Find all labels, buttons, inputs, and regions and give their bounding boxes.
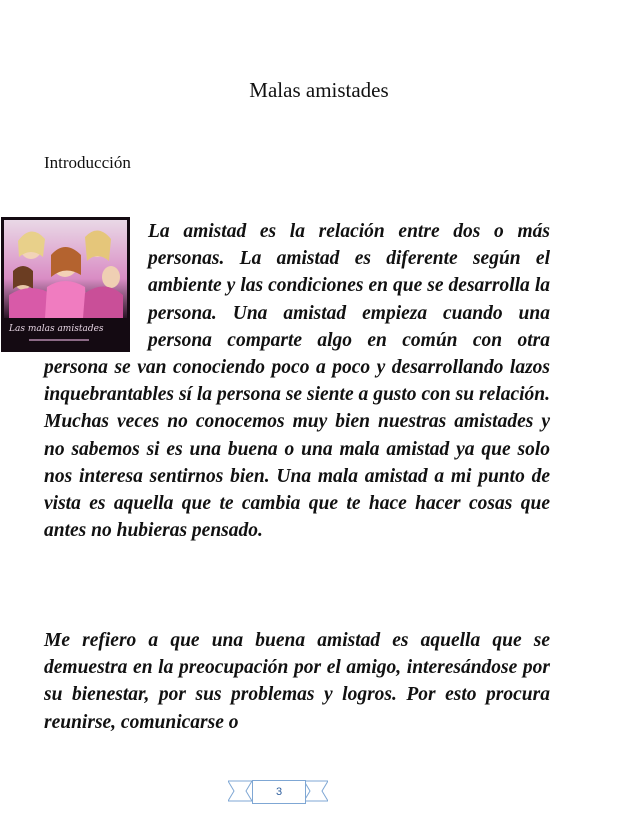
page-title: Malas amistades bbox=[249, 78, 389, 102]
paragraph-2: Me refiero a que una buena amistad es aquella que se demuestra en la preocupación por el amigo, interesándose por su bienestar, por sus problemas y logros. Por esto procura reunirse, comunicarse o bbox=[44, 630, 550, 733]
poster-caption: Las malas amistades bbox=[9, 324, 104, 334]
page-number: 3 bbox=[252, 780, 306, 804]
paragraph-1-text: La amistad es la relación entre dos o más personas. La amistad es diferente según el ambiente y las condiciones en que se desarrolla la persona. Una amistad empieza cuando una persona comparte algo en común con otra persona se van conociendo poco a poco y desarrollando lazos inquebrantables sí la persona se siente a gusto con su relación. Muchas veces no conocemos muy bien nuestras amistades y no sabemos si es una buena o una mala amistad ya que solo nos interesa sentirnos bien. Una mala amistad a mi punto de vista es aquella que te cambia que te hace hacer cosas que antes no hubieras pensado. bbox=[44, 221, 550, 542]
section-heading: Introducción bbox=[44, 153, 131, 172]
paragraph-1 bbox=[44, 218, 550, 544]
image-wrap-spacer bbox=[44, 218, 148, 354]
